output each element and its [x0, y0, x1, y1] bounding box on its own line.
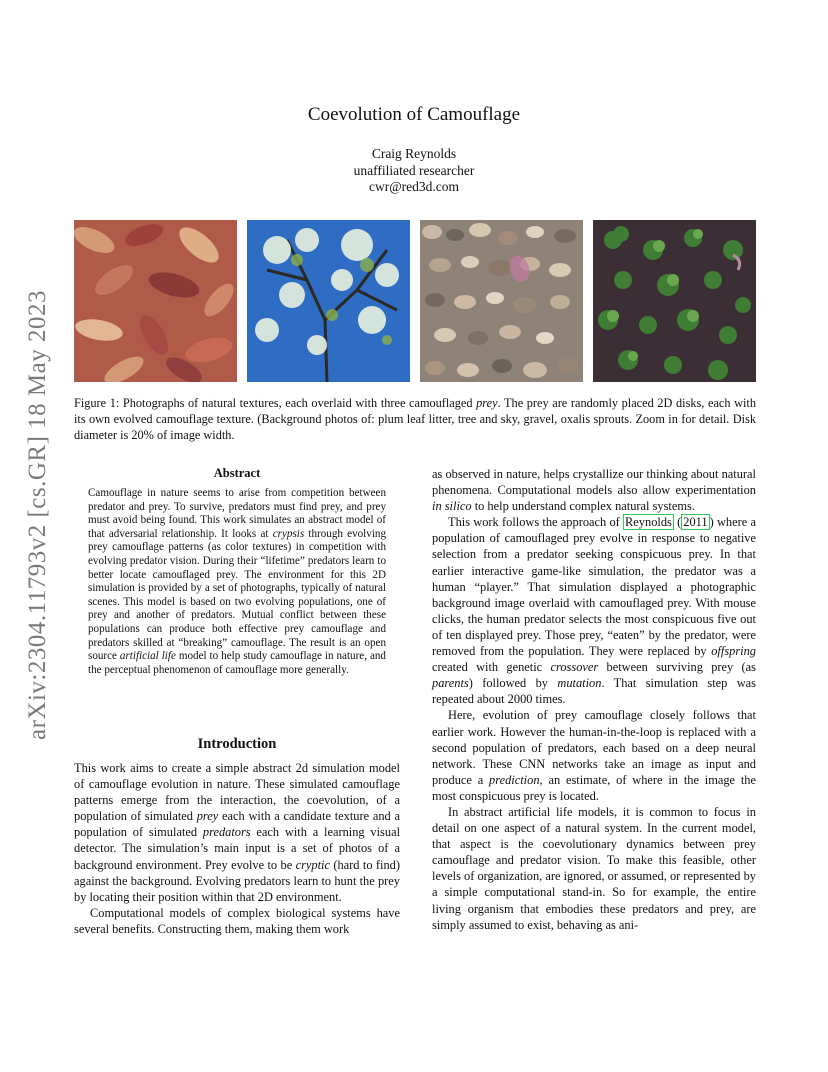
citation-link[interactable]: Reynolds	[625, 515, 672, 530]
photo-leaf-litter	[74, 220, 237, 382]
abstract-text: model to help study camouflage in nature, and the perceptual phenomenon of camouflage more generally.	[88, 650, 386, 676]
author-block	[0, 146, 828, 196]
figure-1	[74, 220, 756, 382]
figure-caption	[74, 395, 756, 443]
abstract-text: through evolving prey camouflage patterns (as color textures) in competition with evolving predator vision. During their “lifetime” predators learn to better locate camouflaged prey. The environment for this 2D simulation is provided by a set of photographs, typically of natural scenes. This model is based on two evolving populations, one of prey and another of predators. Mutual conflict between these populations can produce both effective prey camouflage and predators skilled at “breaking” camouflage. The result is an open source	[88, 527, 386, 663]
abstract-body	[88, 487, 386, 677]
paragraph: In abstract artificial life models, it is common to focus in detail on one aspect of a natural system. In the current model, that aspect is the coevolutionary dynamics between prey camouflage and predator vision. To make this feasible, other levels of organization, are ignored, or assumed, or represented by a simple computational stand-in. So for example, the entire living organism that embodies these predators and prey, are simply assumed to exist, behaving as ani-	[432, 804, 756, 932]
author-email: cwr@red3d.com	[368, 179, 460, 194]
caption-emphasis: prey	[476, 396, 498, 410]
photo-tree-and-sky	[247, 220, 410, 382]
arxiv-identifier: arXiv:2304.11793v2 [cs.GR] 18 May 2023	[24, 290, 51, 740]
abstract-emphasis: crypsis	[272, 527, 305, 540]
paper-title: Coevolution of Camouflage	[307, 104, 521, 125]
introduction-heading: Introduction	[197, 736, 277, 752]
caption-text: Figure 1: Photographs of natural textures, each overlaid with three camouflaged	[74, 396, 477, 410]
arxiv-sidebar	[20, 270, 56, 760]
abstract-emphasis: artificial life	[119, 650, 176, 663]
abstract-text: Camouflage in nature seems to arise from competition between predator and prey. To survive, predators must find prey, and prey must avoid being found. This work simulates an abstract model of that adversarial relationship. It looks at	[88, 487, 386, 540]
paragraph: Here, evolution of prey camouflage closely follows that earlier work. However the human-in-the-loop is replaced with a second population of predators, each based on a deep neural network. These CNN networks take an image as input and produce a prediction, an estimate, of where in the image the most conspicuous prey is located.	[432, 708, 756, 803]
caption-text: . The prey are randomly placed 2D disks, each with its own evolved camouflage texture. (Background photos of: plum leaf litter, tree and sky, gravel, oxalis sprouts. Zoom in for detail. Disk diameter is 20% of image width.	[74, 396, 756, 442]
paragraph: This work follows the approach of Reynolds ( 2011 ) where a population of camouflaged prey evolve in response to negative selection from a predator seeking conspicuous prey. In that earlier interactive game-like simulation, the predator was a human “player.” That simulation displayed a photographic background image overlaid with camouflaged prey. With mouse clicks, the human predator selects the most conspicuous five out of ten displayed prey. Those prey, “eaten” by the predator, were removed from the population. They were replaced by offspring created with genetic crossover between surviving prey (as parents) followed by mutation. That simulation step was repeated about 2000 times.	[432, 515, 757, 707]
paragraph: Computational models of complex biological systems have several benefits. Constructing them, making them work	[74, 905, 400, 936]
paragraph: as observed in nature, helps crystallize our thinking about natural phenomena. Computational models also allow experimentation in silico to help understand complex natural systems.	[432, 467, 756, 514]
author-affiliation: unaffiliated researcher	[353, 162, 475, 178]
paragraph: This work aims to create a simple abstract 2d simulation model of camouflage evolution in nature. These simulated camouflage patterns emerge from the interaction, the coevolution, of a population of simulated prey each with a candidate texture and a population of simulated predators each with a learning visual detector. The simulation’s main input is a set of photos of a background environment. Prey evolve to be cryptic (hard to find) against the background. Evolving predators learn to hunt the prey by locating their position within that 2D environment.	[74, 761, 401, 904]
author-name: Craig Reynolds	[371, 146, 457, 161]
abstract-heading: Abstract	[213, 466, 261, 480]
right-column-body	[432, 466, 756, 933]
photo-oxalis-sprouts	[593, 220, 756, 382]
left-column-body	[74, 760, 400, 937]
citation-year-link[interactable]: 2011	[683, 515, 708, 530]
photo-gravel	[420, 220, 583, 382]
